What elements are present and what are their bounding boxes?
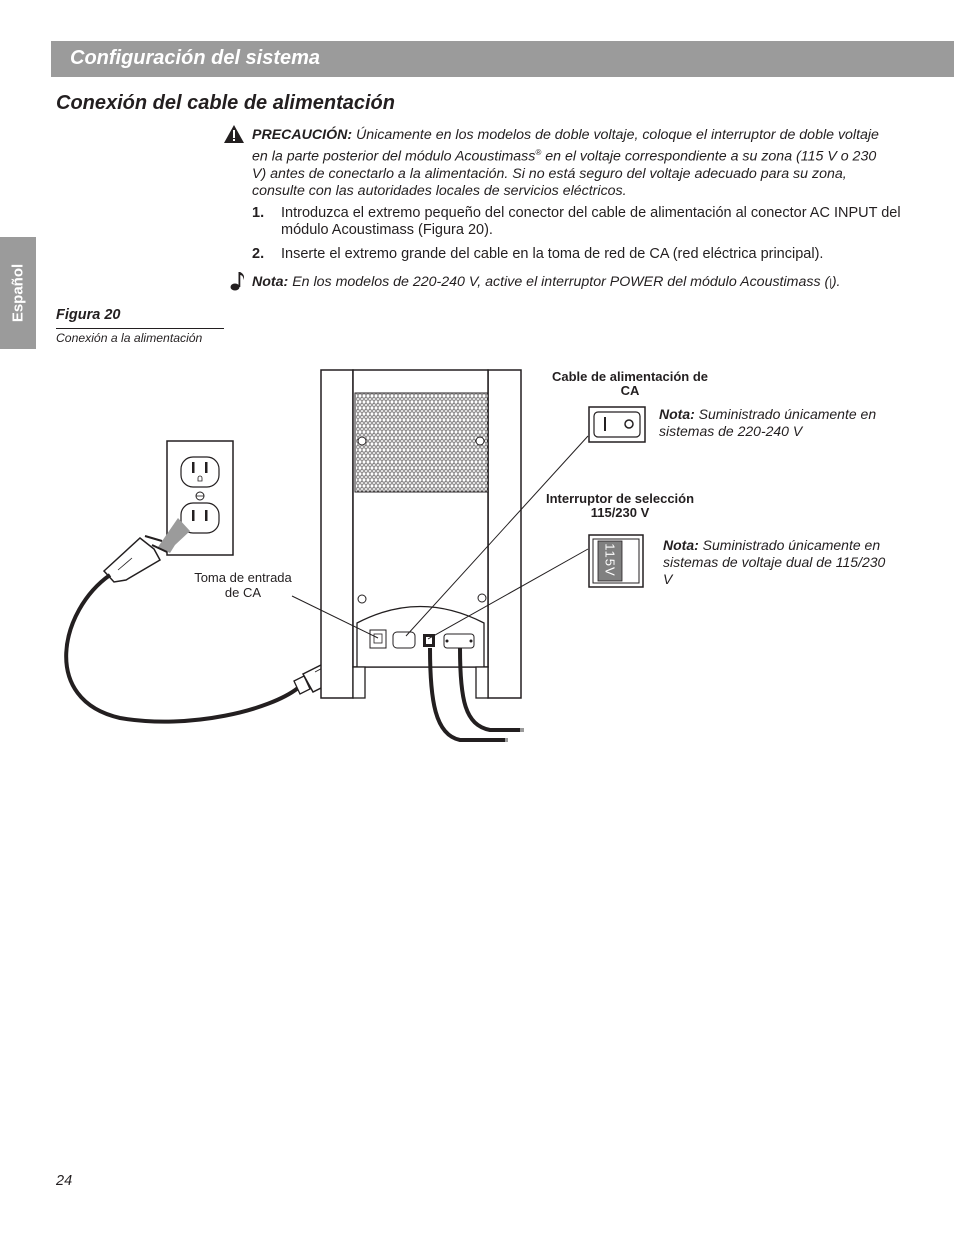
selector-note xyxy=(663,537,893,588)
music-note-icon xyxy=(230,270,246,292)
power-plug xyxy=(104,536,167,582)
caution-label: PRECAUCIÓN: xyxy=(252,127,353,143)
note-text: En los modelos de 220-240 V, active el interruptor POWER del módulo Acoustimass ( xyxy=(288,274,830,290)
warning-icon xyxy=(223,124,245,144)
selector-note-label: Nota: xyxy=(663,537,699,553)
note-paragraph: Nota: En los modelos de 220-240 V, active el interruptor POWER del módulo Acoustimass (|). xyxy=(252,274,841,290)
page-number: 24 xyxy=(56,1173,73,1189)
ac-inlet-callout: Toma de entrada de CA xyxy=(194,570,292,600)
section-title: Conexión del cable de alimentación xyxy=(56,92,395,114)
power-cable-callout: Cable de alimentación de CA xyxy=(551,369,709,398)
power-symbol: | xyxy=(829,278,832,289)
step-1-number: 1. xyxy=(252,205,265,221)
power-cable-note-text: Suministrado únicamente en sistemas de 220-240 V xyxy=(659,406,877,439)
figure-caption: Conexión a la alimentación xyxy=(56,331,203,345)
selector-callout: Interruptor de selección 115/230 V xyxy=(545,491,695,520)
language-side-tab xyxy=(0,237,36,349)
power-cable-note-label: Nota: xyxy=(659,406,695,422)
registered-mark: ® xyxy=(535,148,542,157)
caution-text-2: en el voltaje correspondiente a su zona (115 V o 230 V) antes de conectarlo a la alimentación. Si no está seguro del voltaje adecuado para su zona, consulte con las autoridades locales de servicios eléctricos. xyxy=(252,148,877,199)
step-1-text: Introduzca el extremo pequeño del conector del cable de alimentación al conector AC INPUT del módulo Acoustimass (Figura 20). xyxy=(281,205,901,238)
language-label: Español xyxy=(9,263,27,323)
caution-text-1: Únicamente en los modelos de doble voltaje, coloque el interruptor de doble voltaje en la parte posterior del módulo Acoustimass xyxy=(252,127,879,165)
figure-label: Figura 20 xyxy=(56,307,121,323)
note-label: Nota: xyxy=(252,274,289,290)
power-cable-note xyxy=(659,406,889,440)
power-switch-icon xyxy=(589,407,645,442)
figure-rule xyxy=(56,328,224,329)
header-title: Configuración del sistema xyxy=(70,47,321,69)
step-2-text: Inserte el extremo grande del cable en la toma de red de CA (red eléctrica principal). xyxy=(281,246,824,262)
acoustimass-module xyxy=(321,370,521,698)
section-header-bar xyxy=(51,41,954,77)
caution-paragraph xyxy=(252,127,892,200)
selector-note-text: Suministrado únicamente en sistemas de voltaje dual de 115/230 V xyxy=(663,537,886,587)
step-2-number: 2. xyxy=(252,246,265,262)
voltage-selector-label: 115V xyxy=(602,543,618,577)
